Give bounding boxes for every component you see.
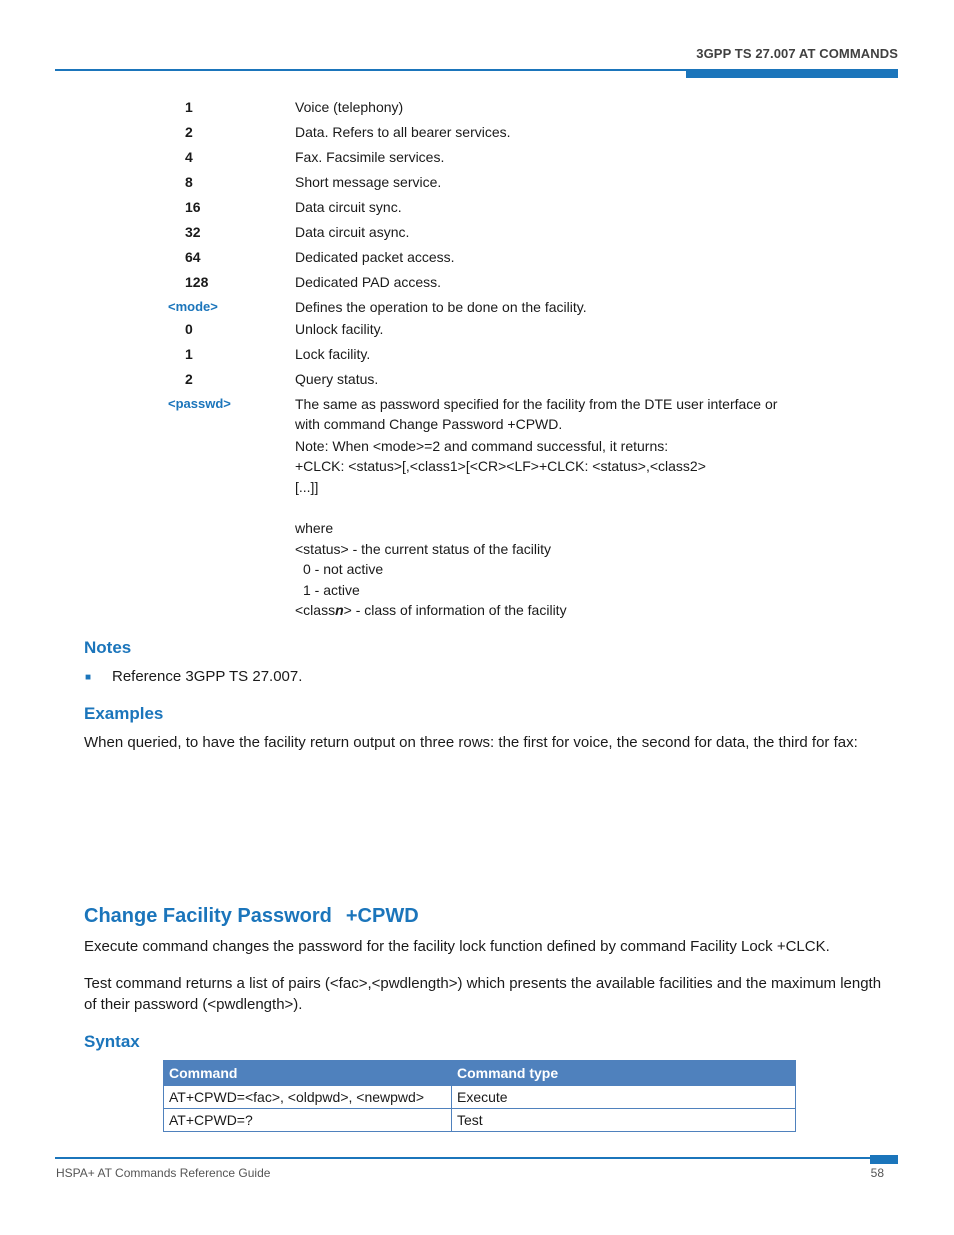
class-value-key: 2: [185, 124, 193, 140]
class-value-key: 1: [185, 99, 193, 115]
class-value-desc: Data circuit sync.: [295, 199, 402, 215]
mode-value-desc: Lock facility.: [295, 346, 371, 362]
examples-text: When queried, to have the facility return output on three rows: the first for voice, the second for data, the third for fax:: [84, 734, 858, 751]
class-value-key: 4: [185, 149, 193, 165]
notes-item: Reference 3GPP TS 27.007.: [112, 668, 303, 685]
table-cell: AT+CPWD=<fac>, <oldpwd>, <newpwd>: [164, 1086, 452, 1109]
bullet-icon: ■: [85, 672, 92, 683]
footer-rule: [55, 1157, 898, 1159]
mode-value-desc: Unlock facility.: [295, 321, 384, 337]
classn-italic: n: [335, 602, 344, 618]
passwd-desc-line: with command Change Password +CPWD.: [295, 416, 563, 432]
classn-suffix: > - class of information of the facility: [343, 602, 567, 618]
passwd-status-1: 1 - active: [303, 582, 360, 598]
passwd-note-line: Note: When <mode>=2 and command successful, it returns:: [295, 438, 669, 454]
classn-prefix: <class: [295, 602, 336, 618]
cpwd-title: Change Facility Password: [84, 905, 332, 927]
class-value-desc: Short message service.: [295, 174, 442, 190]
class-value-desc: Data circuit async.: [295, 224, 410, 240]
column-header: Command type: [452, 1061, 796, 1086]
mode-value-key: 1: [185, 346, 193, 362]
header-accent-block: [686, 69, 898, 78]
class-value-key: 64: [185, 249, 201, 265]
mode-param-desc: Defines the operation to be done on the facility.: [295, 299, 587, 315]
notes-heading: Notes: [84, 638, 132, 657]
running-header-title: 3GPP TS 27.007 AT COMMANDS: [696, 46, 898, 61]
class-value-key: 16: [185, 199, 201, 215]
class-value-key: 8: [185, 174, 193, 190]
class-value-key: 128: [185, 274, 209, 290]
mode-value-key: 0: [185, 321, 193, 337]
passwd-status-line: <status> - the current status of the facility: [295, 541, 552, 557]
examples-heading: Examples: [84, 704, 164, 723]
table-cell: Test: [452, 1109, 796, 1132]
page-number: 58: [870, 1166, 884, 1180]
passwd-note-line: [...]]: [295, 479, 319, 495]
column-header: Command: [164, 1061, 452, 1086]
mode-param-key: <mode>: [168, 299, 218, 314]
syntax-table: [163, 1060, 796, 1132]
table-header-row: [164, 1061, 796, 1086]
passwd-note-line: +CLCK: <status>[,<class1>[<CR><LF>+CLCK: <status>,<class2>: [295, 458, 706, 474]
cpwd-command: +CPWD: [345, 905, 419, 927]
class-value-desc: Fax. Facsimile services.: [295, 149, 445, 165]
passwd-param-key: <passwd>: [168, 396, 231, 411]
class-value-desc: Dedicated PAD access.: [295, 274, 442, 290]
class-value-desc: Dedicated packet access.: [295, 249, 455, 265]
table-row: [164, 1109, 796, 1132]
passwd-status-0: 0 - not active: [303, 561, 384, 577]
table-cell: AT+CPWD=?: [164, 1109, 452, 1132]
footer-accent-block: [870, 1155, 898, 1164]
passwd-where: where: [295, 520, 334, 536]
syntax-heading: Syntax: [84, 1032, 140, 1051]
table-row: [164, 1086, 796, 1109]
class-value-key: 32: [185, 224, 201, 240]
class-value-desc: Data. Refers to all bearer services.: [295, 124, 511, 140]
cpwd-test-desc: Test command returns a list of pairs (<fac>,<pwdlength>) which presents the available facilities and the maximum length of their password (<pwdlength>).: [84, 975, 882, 1013]
table-cell: Execute: [452, 1086, 796, 1109]
mode-value-desc: Query status.: [295, 371, 379, 387]
mode-value-key: 2: [185, 371, 193, 387]
passwd-classn-line: [295, 601, 567, 619]
footer-doc-title: HSPA+ AT Commands Reference Guide: [56, 1166, 271, 1180]
cpwd-execute-desc: Execute command changes the password for the facility lock function defined by command Facility Lock +CLCK.: [84, 938, 830, 955]
cpwd-section-title: [84, 905, 419, 928]
class-value-desc: Voice (telephony): [295, 99, 404, 115]
passwd-desc-line: The same as password specified for the facility from the DTE user interface or: [295, 396, 778, 412]
